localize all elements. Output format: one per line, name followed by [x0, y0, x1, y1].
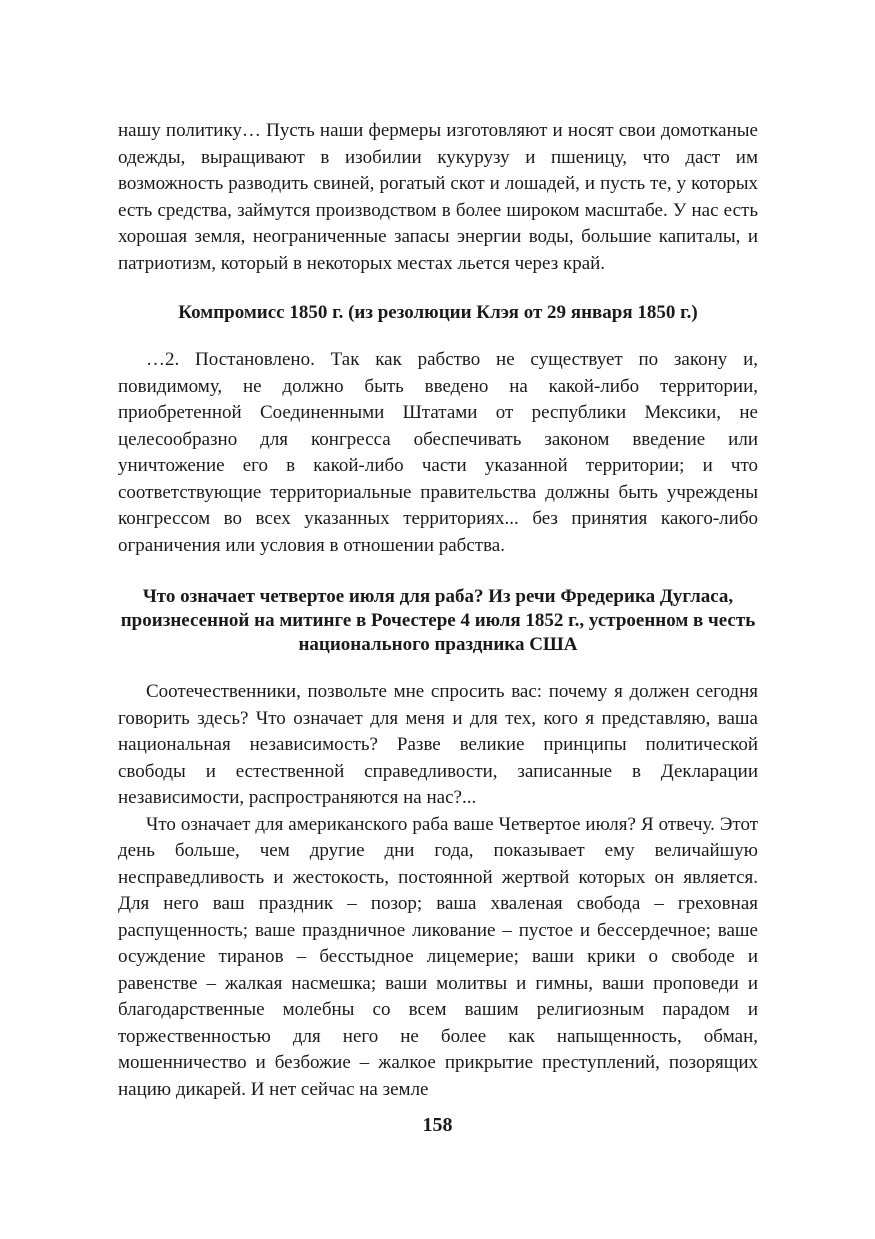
- intro-paragraph: нашу политику… Пусть наши фермеры изготовляют и носят свои домотканые одежды, выращивают в изобилии кукурузу и пшеницу, что даст им возможность разводить свиней, рогатый скот и лошадей, и пусть те, у которых есть средства, займутся производством в более широком масштабе. У нас есть хорошая земля, неограниченные запасы энергии воды, большие капиталы, и патриотизм, который в некоторых местах льется через край.: [118, 120, 758, 274]
- page-body: [118, 118, 758, 1103]
- section-heading-compromise-1850: Компромисс 1850 г. (из резолюции Клэя от 29 января 1850 г.): [178, 302, 698, 323]
- section-paragraph-douglass-2: Что означает для американского раба ваше Четвертое июля? Я отвечу. Этот день больше, чем другие дни года, показывает ему величайшую несправедливость и жестокость, постоянной жертвой которых он является. Для него ваш праздник – позор; ваша хваленая свобода – греховная распущенность; ваше праздничное ликование – пустое и бессердечное; ваше осуждение тиранов – бесстыдное лицемерие; ваши крики о свободе и равенстве – жалкая насмешка; ваши молитвы и гимны, ваши проповеди и благодарственные молебны со всем вашим религиозным парадом и торжественностью для него не более как напыщенность, обман, мошенничество и безбожие – жалкое прикрытие преступлений, позорящих нацию дикарей. И нет сейчас на земле: [118, 813, 758, 1100]
- section-paragraph-douglass-1: Соотечественники, позвольте мне спросить вас: почему я должен сегодня говорить здесь? Что означает для меня и для тех, кого я представляю, ваша национальная независимость? Разве великие принципы политической свободы и естественной справедливости, записанные в Декларации независимости, распространяются на нас?...: [118, 681, 758, 808]
- page-number: 158: [422, 1114, 453, 1136]
- section-heading-douglass-speech: Что означает четвертое июля для раба? Из речи Фредерика Дугласа, произнесенной на митинге в Рочестере 4 июля 1852 г., устроенном в честь национального праздника США: [120, 586, 756, 655]
- section-paragraph-compromise-1850: …2. Постановлено. Так как рабство не существует по закону и, повидимому, не должно быть введено на какой-либо территории, приобретенной Соединенными Штатами от республики Мексики, не целесообразно для конгресса обеспечивать законом введение или уничтожение его в какой-либо части указанной территории; и что соответствующие территориальные правительства должны быть учреждены конгрессом во всех указанных территориях... без принятия какого-либо ограничения или условия в отношении рабства.: [118, 349, 758, 556]
